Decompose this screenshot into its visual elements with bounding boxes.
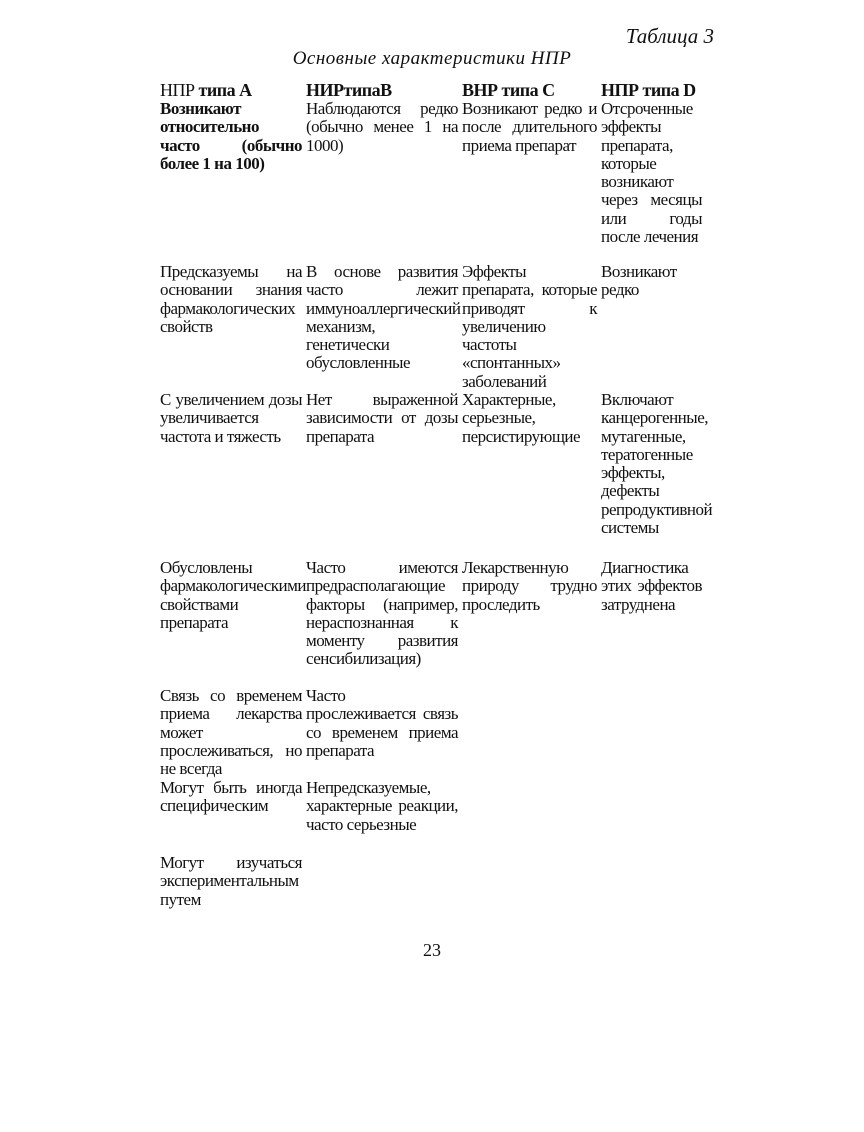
header-label: ВНР типа C xyxy=(462,80,555,100)
header-type-d xyxy=(601,80,706,100)
table-cell xyxy=(462,779,601,854)
table-cell: Могут изучаться экспериментальным путем xyxy=(160,853,302,909)
table-cell: В основе развития часто лежит иммуноаллергический механизм, генетически обусловленные xyxy=(306,262,461,373)
header-prefix: НПР xyxy=(160,80,195,100)
table-cell: Связь со временем приема лекарства может прослеживаться, но не всегда xyxy=(160,686,302,779)
table-cell: Обусловлены фармакологическими свойствами препарата xyxy=(160,558,306,632)
table-cell: Предсказуемы на основании знания фармакологических свойств xyxy=(160,262,302,336)
header-type-c xyxy=(462,80,601,100)
table-row xyxy=(160,559,706,687)
table-row xyxy=(160,390,713,559)
table-cell: С увеличением дозы увеличивается частота и тяжесть xyxy=(160,390,302,446)
header-label: НПР типа D xyxy=(601,80,696,100)
table-cell: Возникают редко xyxy=(601,262,677,300)
characteristics-table xyxy=(160,80,713,914)
table-cell: Наблюдаются редко (обычно менее 1 на 1000) xyxy=(306,99,458,155)
table-cell: Возникают относительно часто (обычно более 1 на 100) xyxy=(160,99,302,173)
table-cell: Часто имеются предрасполагающие факторы (например, нераспознанная к моменту развития сенсибилизация) xyxy=(306,558,458,669)
header-type-a xyxy=(160,80,306,100)
table-cell: Возникают редко и после длительного приема препарат xyxy=(462,99,597,155)
table-cell: Непредсказуемые, характерные реакции, часто серьезные xyxy=(306,778,458,834)
header-label: типа A xyxy=(194,80,252,100)
table-title: Основные характеристики НПР xyxy=(292,48,572,69)
table-row xyxy=(160,687,706,779)
table-header-row xyxy=(160,80,706,100)
table-cell: Могут быть иногда специфическим xyxy=(160,778,302,816)
table-cell: Эффекты препарата, которые приводят к увеличению частоты «спонтанных» заболеваний xyxy=(462,262,597,391)
table-cell: Отсроченные эффекты препарата, которые возникают через месяцы или годы после лечения xyxy=(601,99,702,247)
table-cell xyxy=(601,779,706,854)
header-label: НИРтипаВ xyxy=(306,80,392,100)
table-row xyxy=(160,263,706,391)
page-number: 23 xyxy=(423,940,441,960)
table-cell: Включают канцерогенные, мутагенные, тератогенные эффекты, дефекты репродуктивной системы xyxy=(601,390,713,538)
table-row xyxy=(160,100,706,263)
table-cell: Нет выраженной зависимости от дозы препарата xyxy=(306,390,458,446)
table-cell xyxy=(462,687,601,779)
table-row xyxy=(160,854,706,914)
table-label: Таблица 3 xyxy=(625,24,714,48)
table-cell xyxy=(462,854,601,914)
table-cell: Характерные, серьезные, персистирующие xyxy=(462,390,581,446)
header-type-b xyxy=(306,80,462,100)
table-cell xyxy=(306,854,462,914)
table-cell xyxy=(601,687,706,779)
table-cell xyxy=(601,854,706,914)
table-cell: Лекарственную природу трудно проследить xyxy=(462,558,597,614)
table-cell: Часто прослеживается связь со временем приема препарата xyxy=(306,686,458,760)
table-cell: Диагностика этих эффектов затруднена xyxy=(601,558,702,614)
table-row xyxy=(160,779,706,854)
